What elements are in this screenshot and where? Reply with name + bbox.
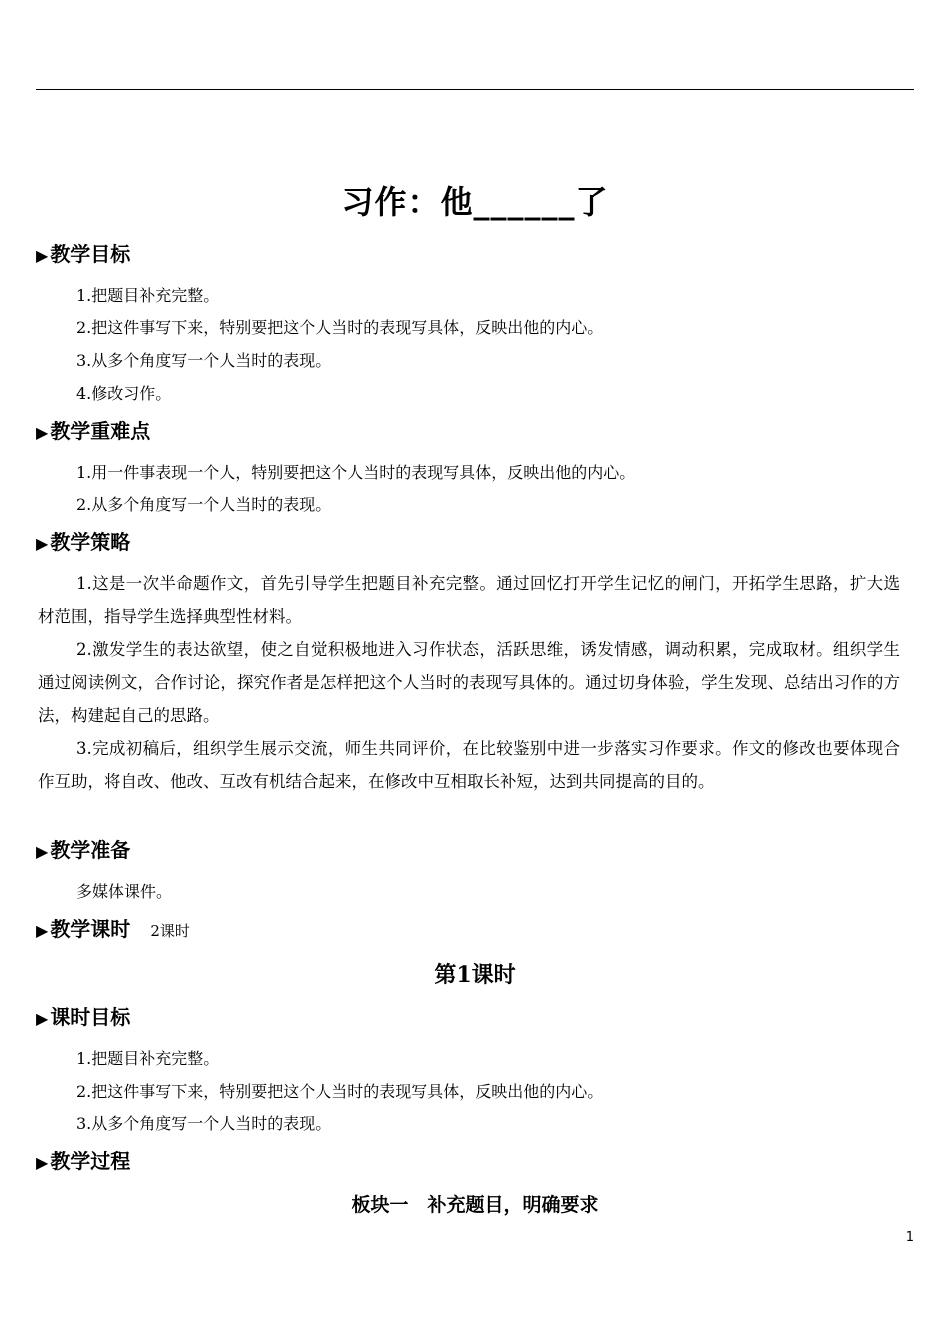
key-point-item: 2.从多个角度写一个人当时的表现。: [76, 495, 332, 514]
section-heading-process: ▶ 教学过程: [36, 1149, 131, 1173]
goal-item: 2.把这件事写下来，特别要把这个人当时的表现写具体，反映出他的内心。: [76, 318, 604, 337]
strategy-paragraph: 2.激发学生的表达欲望，使之自觉积极地进入习作状态，活跃思维，诱发情感，调动积累，完成取材。组织学生通过阅读例文，合作讨论，探究作者是怎样把这个人当时的表现写具体的。通过切身体验，学生发现、总结出习作的方法，构建起自己的思路。: [38, 640, 900, 725]
goal-item: 1.把题目补充完整。: [76, 286, 220, 305]
goal-item: 4.修改习作。: [76, 384, 172, 403]
triangle-bullet-icon: ▶: [36, 842, 49, 861]
section-heading-goals: ▶ 教学目标: [36, 242, 131, 266]
section-heading-key-points: ▶ 教学重难点: [36, 419, 151, 443]
triangle-bullet-icon: ▶: [36, 1153, 49, 1172]
section-heading-hours: ▶ 教学课时 2课时: [36, 917, 190, 941]
triangle-bullet-icon: ▶: [36, 423, 49, 442]
triangle-bullet-icon: ▶: [36, 246, 49, 265]
header-rule: [36, 89, 914, 90]
section-heading-strategy: ▶ 教学策略: [36, 530, 131, 554]
goal-item: 3.从多个角度写一个人当时的表现。: [76, 351, 332, 370]
page-number: 1: [905, 1230, 914, 1245]
triangle-bullet-icon: ▶: [36, 1009, 49, 1028]
lesson-goal-item: 3.从多个角度写一个人当时的表现。: [76, 1114, 332, 1133]
key-point-item: 1.用一件事表现一个人，特别要把这个人当时的表现写具体，反映出他的内心。: [76, 463, 636, 482]
triangle-bullet-icon: ▶: [36, 534, 49, 553]
lesson-title: 第1课时: [434, 962, 516, 988]
strategy-paragraph: 1.这是一次半命题作文，首先引导学生把题目补充完整。通过回忆打开学生记忆的闸门，开拓学生思路，扩大选材范围，指导学生选择典型性材料。: [38, 574, 900, 626]
strategy-paragraph: 3.完成初稿后，组织学生展示交流，师生共同评价，在比较鉴别中进一步落实习作要求。作文的修改也要体现合作互助，将自改、他改、互改有机结合起来，在修改中互相取长补短，达到共同提高的目的。: [38, 739, 900, 791]
section-heading-lesson-goals: ▶ 课时目标: [36, 1005, 131, 1029]
block-title: 板块一 补充题目，明确要求: [351, 1194, 599, 1216]
hours-value: 2课时: [150, 922, 190, 940]
lesson-goal-item: 1.把题目补充完整。: [76, 1049, 220, 1068]
lesson-goal-item: 2.把这件事写下来，特别要把这个人当时的表现写具体，反映出他的内心。: [76, 1082, 604, 1101]
section-heading-preparation: ▶ 教学准备: [36, 838, 131, 862]
triangle-bullet-icon: ▶: [36, 921, 49, 940]
preparation-text: 多媒体课件。: [76, 882, 173, 901]
page-title: 习作：他______了: [341, 183, 609, 221]
